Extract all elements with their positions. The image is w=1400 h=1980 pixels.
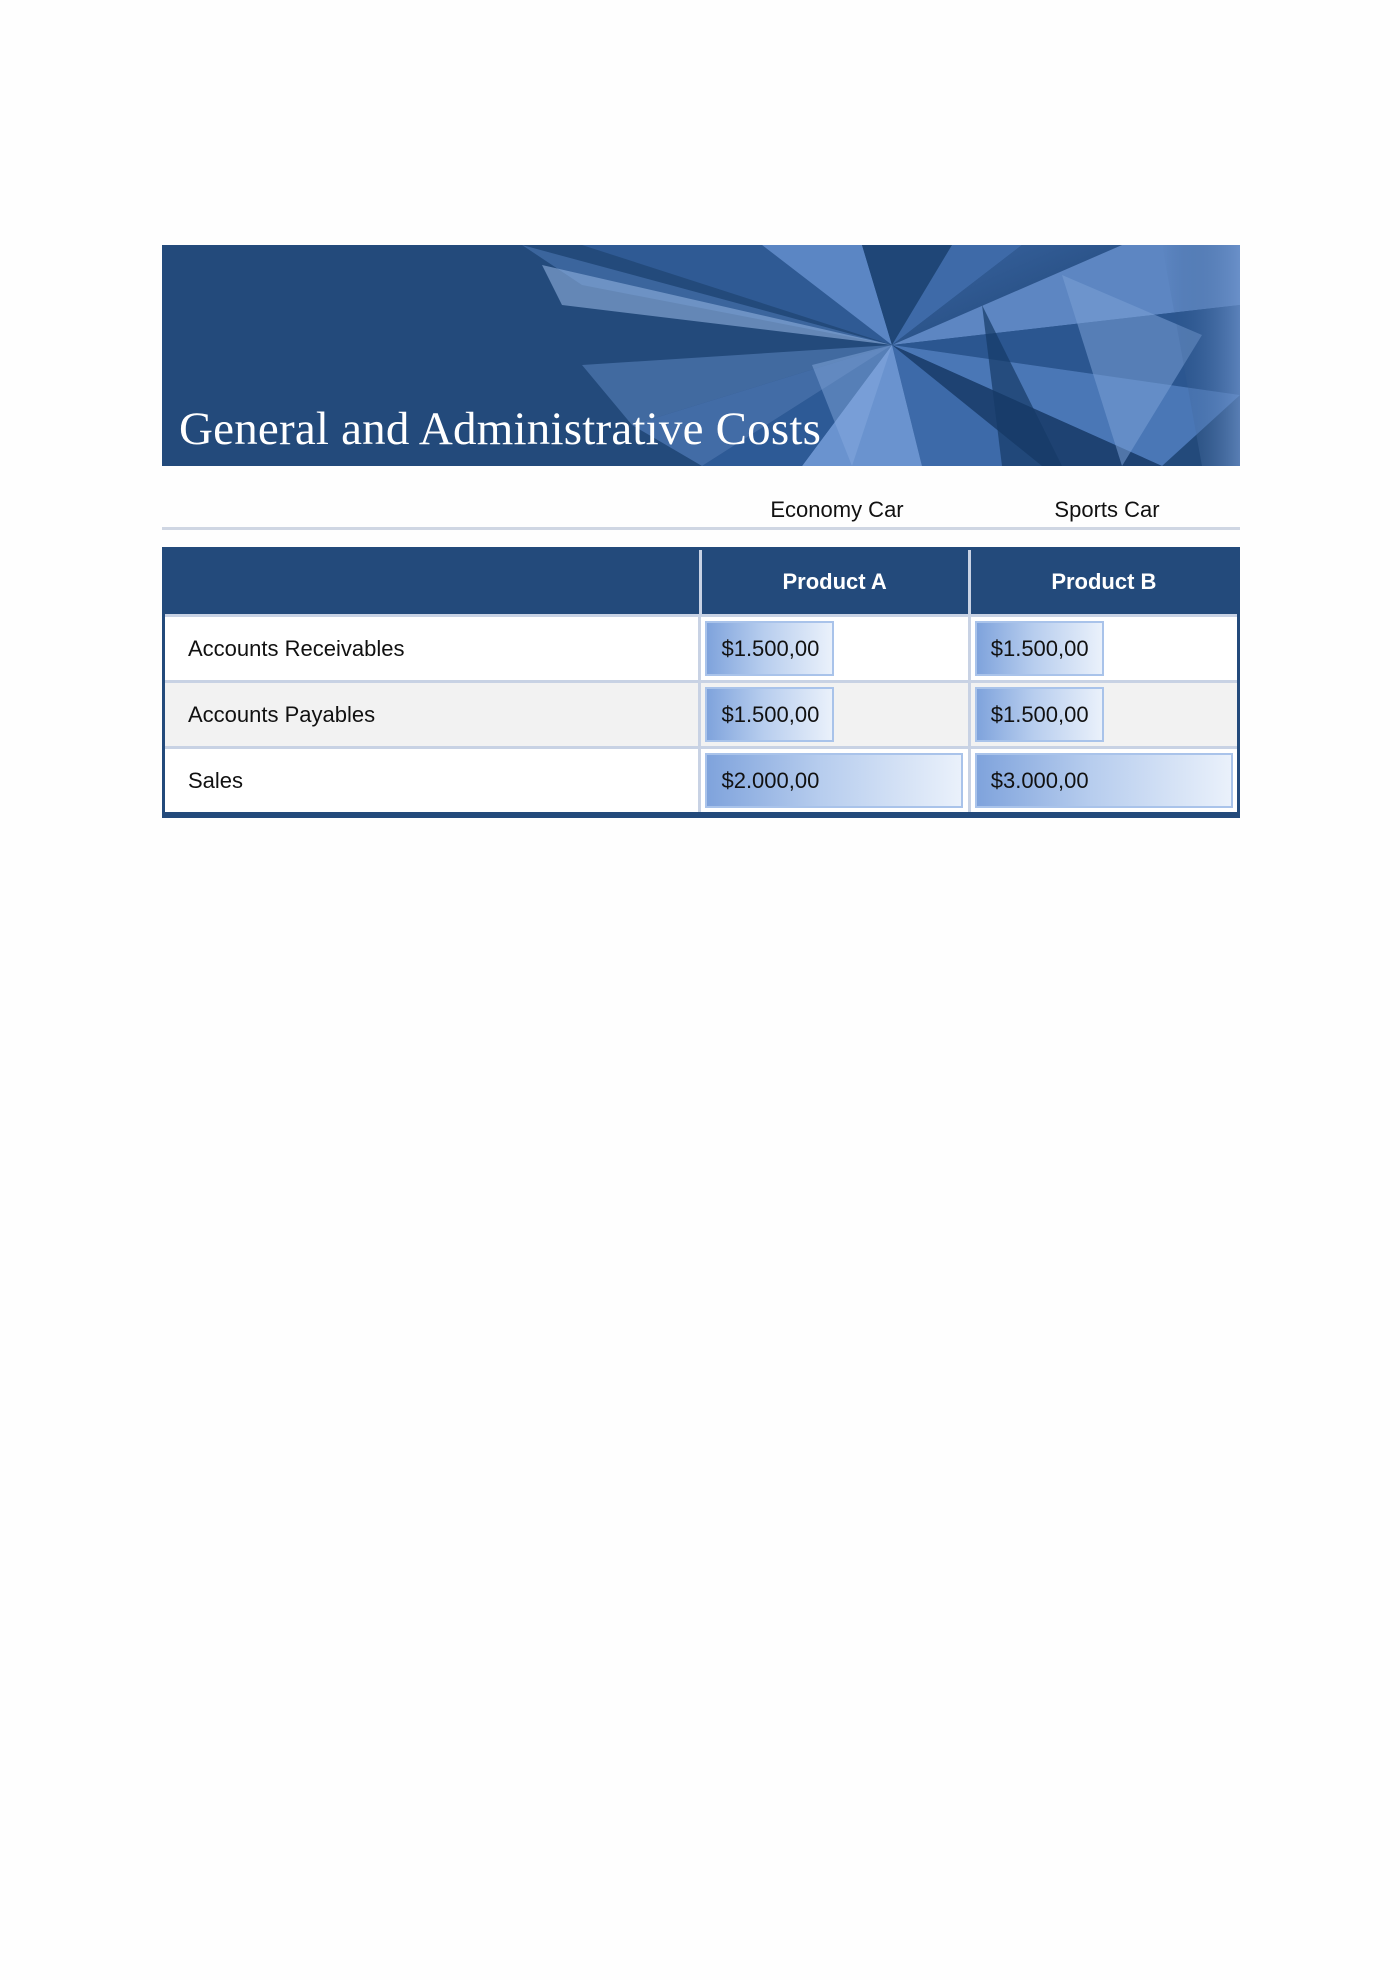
value-cell xyxy=(698,683,967,746)
value-text: $2.000,00 xyxy=(721,767,820,793)
column-subheader-sports-car: Sports Car xyxy=(1054,497,1160,522)
header-empty-cell xyxy=(165,550,699,614)
value-cell xyxy=(968,683,1237,746)
value-text: $1.500,00 xyxy=(721,701,820,727)
row-label: Sales xyxy=(188,767,244,793)
page-title: General and Administrative Costs xyxy=(179,403,822,455)
row-label: Accounts Receivables xyxy=(188,635,405,661)
value-text: $3.000,00 xyxy=(990,767,1089,793)
value-cell xyxy=(698,617,967,680)
column-header-product-a: Product A xyxy=(699,550,968,614)
column-header-product-b: Product B xyxy=(968,550,1237,614)
table-row xyxy=(165,746,1237,812)
value-cell xyxy=(968,749,1237,812)
column-subheader-economy-car: Economy Car xyxy=(770,497,904,522)
value-cell xyxy=(968,617,1237,680)
row-label: Accounts Payables xyxy=(188,701,376,727)
table-header-row xyxy=(165,550,1237,614)
subheader-divider xyxy=(162,527,1240,530)
table-row xyxy=(165,614,1237,680)
value-text: $1.500,00 xyxy=(721,635,820,661)
title-banner xyxy=(162,245,1240,466)
value-text: $1.500,00 xyxy=(990,701,1089,727)
value-text: $1.500,00 xyxy=(990,635,1089,661)
value-cell xyxy=(698,749,967,812)
costs-table xyxy=(162,547,1240,818)
table-row xyxy=(165,680,1237,746)
